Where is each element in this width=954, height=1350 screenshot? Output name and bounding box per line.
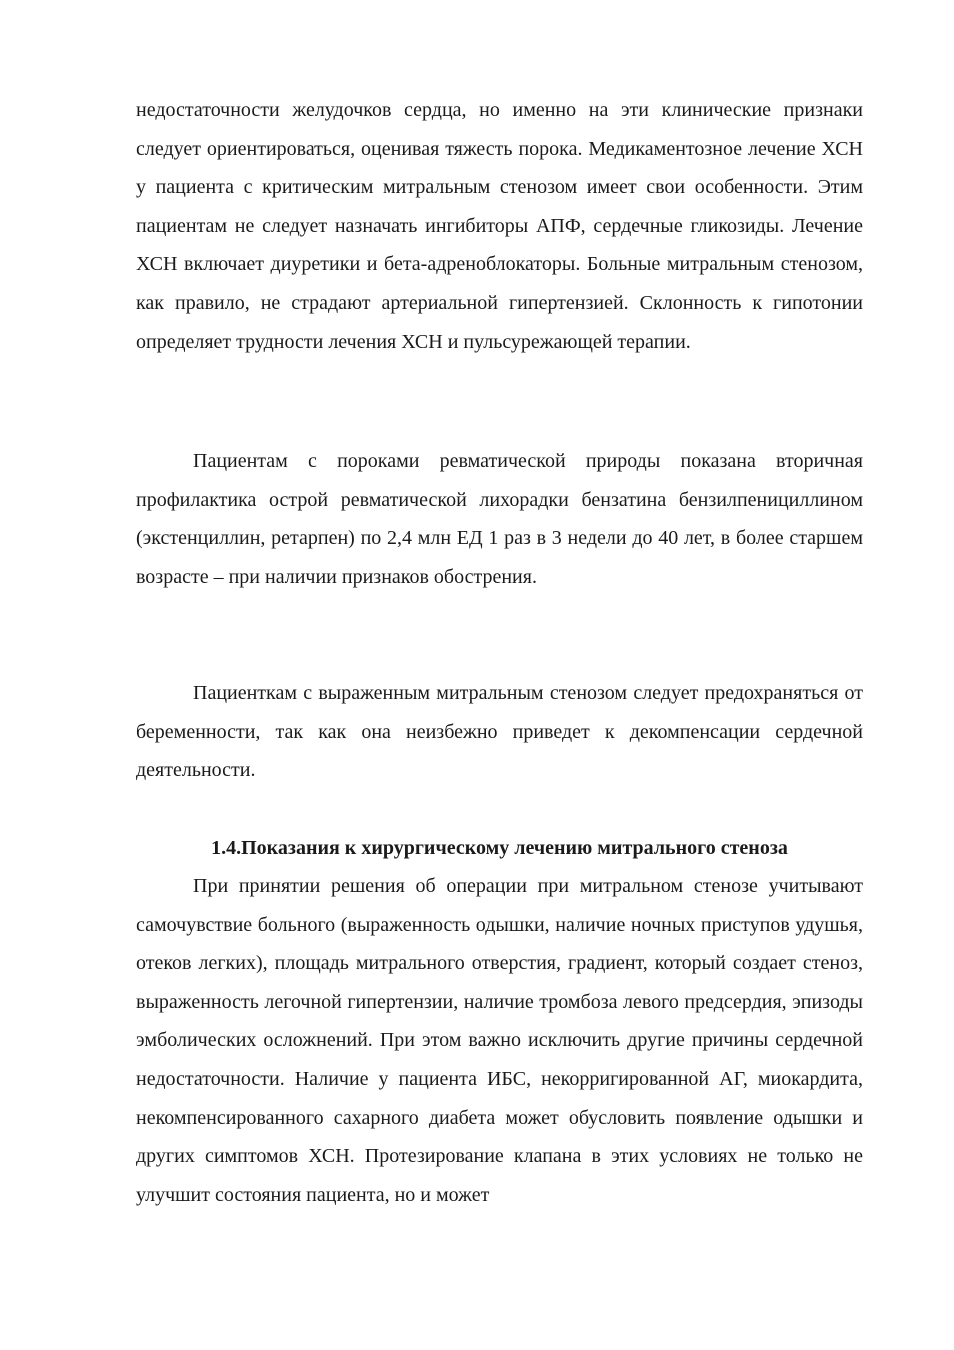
section-heading: 1.4.Показания к хирургическому лечению митрального стеноза (211, 837, 788, 859)
paragraph-pregnancy-warning: Пациенткам с выраженным митральным стенозом следует предохраняться от беременности, так как она неизбежно приведет к декомпенсации сердечной деятельности. (136, 682, 863, 782)
paragraph-surgery-indications: При принятии решения об операции при митральном стенозе учитывают самочувствие больного (выраженность одышки, наличие ночных приступов удушья, отеков легких), площадь митрального отверстия, градиент, который создает стеноз, выраженность легочной гипертензии, наличие тромбоза левого предсердия, эпизоды эмболических осложнений. При этом важно исключить другие причины сердечной недостаточности. Наличие у пациента ИБС, некорригированной АГ, миокардита, некомпенсированного сахарного диабета может обусловить появление одышки и других симптомов ХСН. Протезирование клапана в этих условиях не только не улучшит состояния пациента, но и может (136, 875, 863, 1206)
paragraph-rheumatic-prophylaxis: Пациентам с пороками ревматической природы показана вторичная профилактика острой ревматической лихорадки бензатина бензилпенициллином (экстенциллин, ретарпен) по 2,4 млн ЕД 1 раз в 3 недели до 40 лет, в более старшем возрасте – при наличии признаков обострения. (136, 450, 863, 588)
paragraph-heart-failure-treatment: недостаточности желудочков сердца, но именно на эти клинические признаки следует ориентироваться, оценивая тяжесть порока. Медикаментозное лечение ХСН у пациента с критическим митральным стенозом имеет свои особенности. Этим пациентам не следует назначать ингибиторы АПФ, сердечные гликозиды. Лечение ХСН включает диуретики и бета-адреноблокаторы. Больные митральным стенозом, как правило, не страдают артериальной гипертензией. Склонность к гипотонии определяет трудности лечения ХСН и пульсурежающей терапии. (136, 99, 863, 353)
